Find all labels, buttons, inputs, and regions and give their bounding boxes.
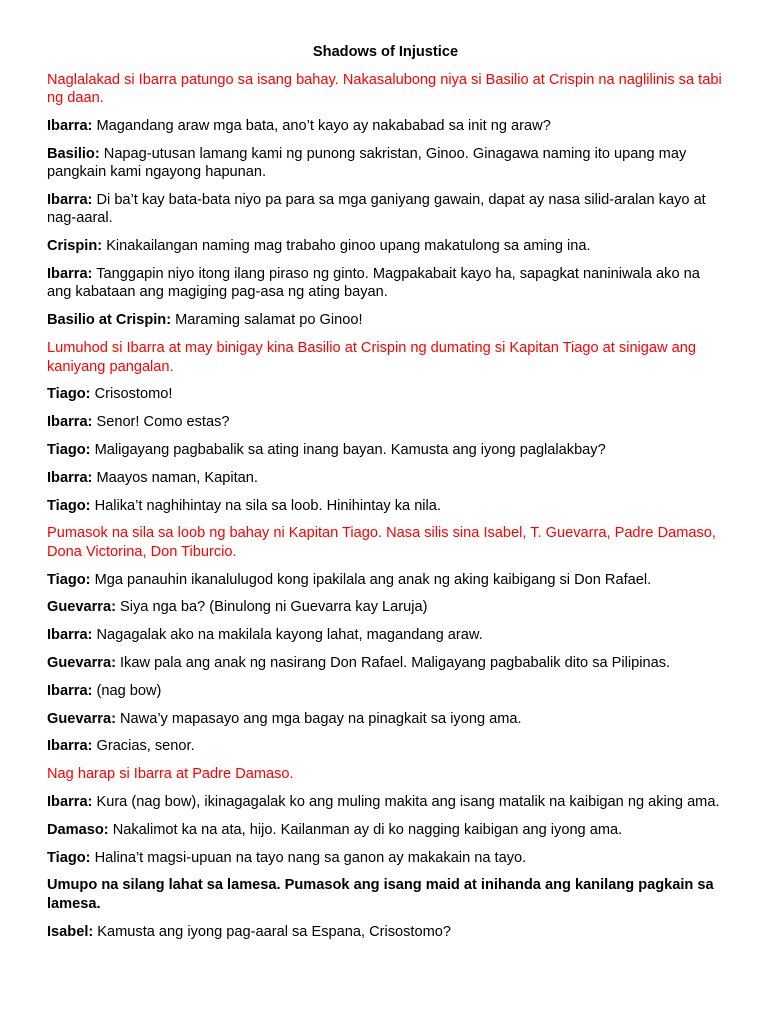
dialogue-text: Senor! Como estas? xyxy=(92,414,230,431)
dialogue-line xyxy=(47,117,724,136)
dialogue-line xyxy=(47,571,724,590)
stage-direction: Pumasok na sila sa loob ng bahay ni Kapitan Tiago. Nasa silis sina Isabel, T. Guevarra, Padre Damaso, Dona Victorina, Don Tiburcio. xyxy=(47,525,716,560)
dialogue-text: Maligayang pagbabalik sa ating inang bayan. Kamusta ang iyong paglalakbay? xyxy=(90,441,606,458)
document-title: Shadows of Injustice xyxy=(312,44,459,60)
stage-direction: Lumuhod si Ibarra at may binigay kina Basilio at Crispin ng dumating si Kapitan Tiago at sinigaw ang kaniyang pangalan. xyxy=(47,340,696,375)
dialogue-text: Kura (nag bow), ikinagagalak ko ang muling makita ang isang matalik na kaibigan ng aking ama. xyxy=(92,794,720,811)
speaker-name: Ibarra: xyxy=(47,414,93,431)
speaker-name: Tiago: xyxy=(47,386,91,403)
speaker-name: Ibarra: xyxy=(47,627,93,644)
dialogue-text: Nawa’y mapasayo ang mga bagay na pinagkait sa iyong ama. xyxy=(115,710,522,727)
speaker-name: Crispin: xyxy=(47,238,103,255)
dialogue-text: Maraming salamat po Ginoo! xyxy=(171,312,363,329)
dialogue-line xyxy=(47,145,724,182)
dialogue-line xyxy=(47,821,724,840)
dialogue-line xyxy=(47,654,724,673)
dialogue-line xyxy=(47,793,724,812)
dialogue-text: Mga panauhin ikanalulugod kong ipakilala ang anak ng aking kaibigang si Don Rafael. xyxy=(90,571,652,588)
dialogue-line xyxy=(47,265,724,302)
dialogue-text: Halika’t naghihintay na sila sa loob. Hinihintay ka nila. xyxy=(90,497,441,514)
speaker-name: Guevarra: xyxy=(47,655,116,672)
speaker-name: Ibarra: xyxy=(47,794,93,811)
speaker-name: Tiago: xyxy=(47,441,91,458)
speaker-name: Damaso: xyxy=(47,821,109,838)
dialogue-text: Ikaw pala ang anak ng nasirang Don Rafael. Maligayang pagbabalik dito sa Pilipinas. xyxy=(115,655,671,672)
speaker-name: Tiago: xyxy=(47,497,91,514)
dialogue-line xyxy=(47,682,724,701)
dialogue-line xyxy=(47,923,724,942)
dialogue-text: Nagagalak ako na makilala kayong lahat, magandang araw. xyxy=(92,627,483,644)
dialogue-text: Kinakailangan naming mag trabaho ginoo upang makatulong sa aming ina. xyxy=(102,238,591,255)
dialogue-line xyxy=(47,849,724,868)
speaker-name: Ibarra: xyxy=(47,682,93,699)
dialogue-text: Crisostomo! xyxy=(90,386,173,403)
speaker-name: Guevarra: xyxy=(47,599,116,616)
dialogue-text: Halina’t magsi-upuan na tayo nang sa ganon ay makakain na tayo. xyxy=(90,849,527,866)
dialogue-text: Siya nga ba? (Binulong ni Guevarra kay Laruja) xyxy=(115,599,428,616)
speaker-name: Ibarra: xyxy=(47,469,93,486)
dialogue-line xyxy=(47,469,724,488)
speaker-name: Ibarra: xyxy=(47,738,93,755)
dialogue-text: Maayos naman, Kapitan. xyxy=(92,469,258,486)
dialogue-text: Kamusta ang iyong pag-aaral sa Espana, Crisostomo? xyxy=(93,923,451,940)
dialogue-text: Nakalimot ka na ata, hijo. Kailanman ay di ko nagging kaibigan ang iyong ama. xyxy=(108,821,623,838)
dialogue-text: Tanggapin niyo itong ilang piraso ng ginto. Magpakabait kayo ha, sapagkat naniniwala ako na ang kabataan ang magiging pag-asa ng ating bayan. xyxy=(47,265,700,301)
dialogue-line xyxy=(47,737,724,756)
speaker-name: Ibarra: xyxy=(47,265,93,282)
dialogue-line xyxy=(47,441,724,460)
dialogue-text: Magandang araw mga bata, ano’t kayo ay nakababad sa init ng araw? xyxy=(92,117,551,134)
speaker-name: Guevarra: xyxy=(47,710,116,727)
speaker-name: Tiago: xyxy=(47,849,91,866)
dialogue-line xyxy=(47,497,724,516)
speaker-name: Basilio: xyxy=(47,145,100,162)
dialogue-line xyxy=(47,626,724,645)
dialogue-text: (nag bow) xyxy=(92,682,162,699)
dialogue-text: Gracias, senor. xyxy=(92,738,195,755)
speaker-name: Isabel: xyxy=(47,923,94,940)
bold-stage-direction: Umupo na silang lahat sa lamesa. Pumasok ang isang maid at inihanda ang kanilang pagkain sa lamesa. xyxy=(47,877,714,912)
dialogue-line xyxy=(47,237,724,256)
dialogue-text: Napag-utusan lamang kami ng punong sakristan, Ginoo. Ginagawa naming ito upang may pangkain kami ngayong hapunan. xyxy=(47,145,687,181)
dialogue-line xyxy=(47,191,724,228)
dialogue-line xyxy=(47,598,724,617)
dialogue-line xyxy=(47,413,724,432)
dialogue-line xyxy=(47,385,724,404)
speaker-name: Basilio at Crispin: xyxy=(47,312,172,329)
stage-direction: Nag harap si Ibarra at Padre Damaso. xyxy=(47,766,294,783)
speaker-name: Tiago: xyxy=(47,571,91,588)
dialogue-line xyxy=(47,710,724,729)
speaker-name: Ibarra: xyxy=(47,117,93,134)
speaker-name: Ibarra: xyxy=(47,191,93,208)
stage-direction: Naglalakad si Ibarra patungo sa isang bahay. Nakasalubong niya si Basilio at Crispin na naglilinis sa tabi ng daan. xyxy=(47,71,722,106)
dialogue-line xyxy=(47,311,724,330)
dialogue-text: Di ba’t kay bata-bata niyo pa para sa mga ganiyang gawain, dapat ay nasa silid-aralan kayo at nag-aaral. xyxy=(47,191,706,227)
